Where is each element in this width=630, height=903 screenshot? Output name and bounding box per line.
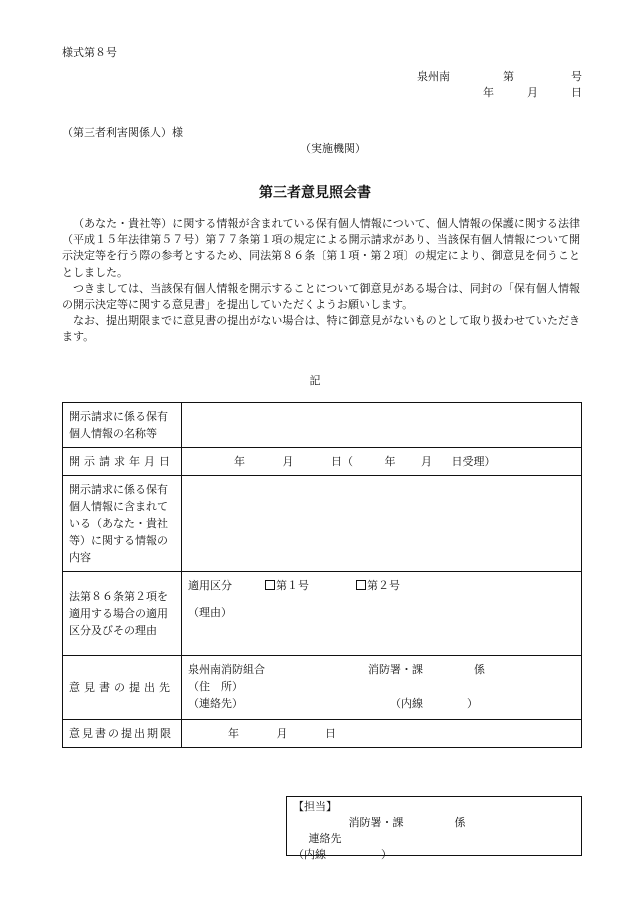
submission-field: 泉州南消防組合 消防署・課 係 （住 所） （連絡先） （内線 ） xyxy=(182,656,582,720)
agency: （実施機関） xyxy=(300,142,366,155)
info-content-label: 開示請求に係る保有個人情報に含まれている（あなた・貴社等）に関する情報の内容 xyxy=(63,476,182,572)
body-text xyxy=(62,216,580,346)
request-date-label: 開示請求年月日 xyxy=(63,448,182,476)
deadline-label: 意見書の提出期限 xyxy=(63,720,182,748)
inquiry-table xyxy=(62,402,582,748)
table-row xyxy=(63,448,582,476)
table-row xyxy=(63,476,582,572)
reference-number: 泉州南 第 号 xyxy=(417,70,582,83)
issue-date: 年 月 日 xyxy=(483,86,582,99)
contact-box: 【担当】 消防署・課 係 連絡先 （内線 ） xyxy=(286,796,582,856)
addressee: （第三者利害関係人）様 xyxy=(62,126,183,139)
ki-marker: 記 xyxy=(309,374,321,387)
table-row xyxy=(63,656,582,720)
request-name-label: 開示請求に係る保有個人情報の名称等 xyxy=(63,403,182,448)
body-paragraph-2: つきましては、当該保有個人情報を開示することについて御意見がある場合は、同封の「保有個人情報の開示決定等に関する意見書」を提出していただくようお願いします。 xyxy=(62,281,580,312)
request-name-field[interactable] xyxy=(182,403,582,448)
table-row xyxy=(63,403,582,448)
reason-line[interactable]: （理由） xyxy=(188,606,232,619)
form-number: 様式第８号 xyxy=(62,46,117,59)
table-row xyxy=(63,720,582,748)
submission-label: 意見書の提出先 xyxy=(63,656,182,720)
category-field: 適用区分 第１号 第２号 （理由） xyxy=(182,572,582,656)
info-content-field[interactable] xyxy=(182,476,582,572)
option-1-checkbox[interactable] xyxy=(265,580,275,590)
table-row xyxy=(63,572,582,656)
option-2-checkbox[interactable] xyxy=(356,580,366,590)
body-paragraph-3: なお、提出期限までに意見書の提出がない場合は、特に御意見がないものとして取り扱わせていただきます。 xyxy=(62,314,580,344)
category-label: 法第８６条第２項を適用する場合の適用区分及びその理由 xyxy=(63,572,182,656)
request-date-field[interactable]: 年 月 日（ 年 月 日受理） xyxy=(182,448,582,476)
body-paragraph-1: （あなた・貴社等）に関する情報が含まれている保有個人情報について、個人情報の保護に関する法律（平成１５年法律第５７号）第７７条第１項の規定による開示請求があり、当該保有個人情報について開示決定等を行う際の参考とするため、同法第８６条〔第１項・第２項〕の規定により、御意見を伺うこととしました。 xyxy=(62,217,580,279)
document-title: 第三者意見照会書 xyxy=(259,185,371,201)
deadline-field[interactable]: 年 月 日 xyxy=(182,720,582,748)
